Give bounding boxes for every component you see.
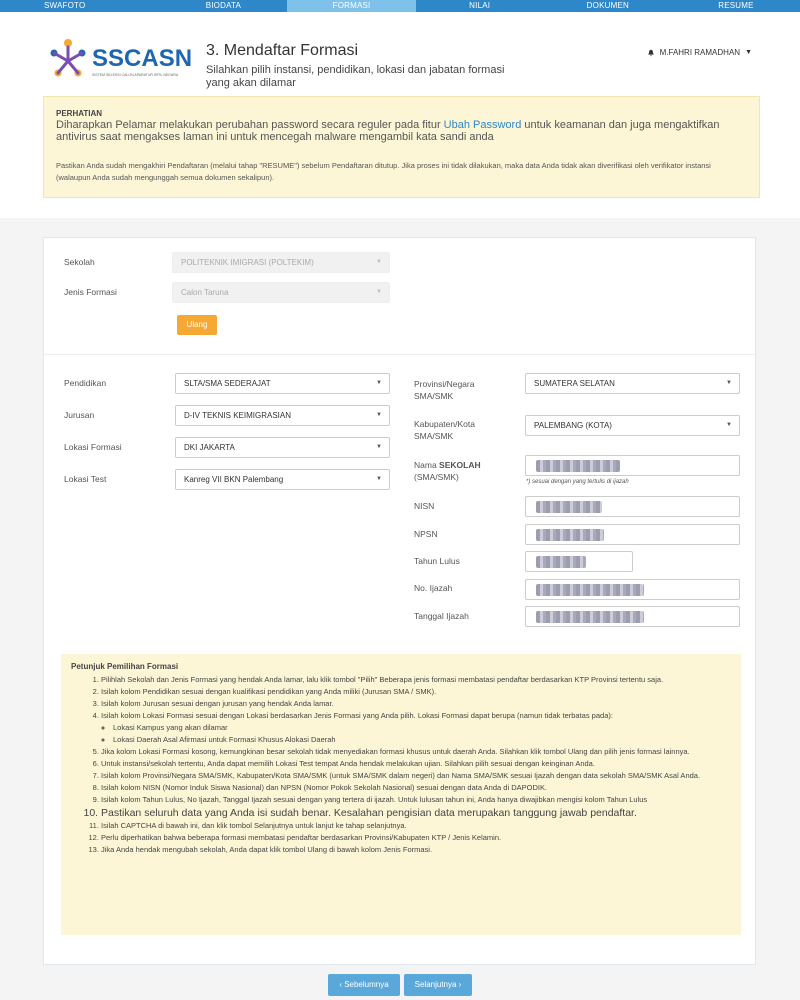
guide-subitem: ◦ Lokasi Kampus yang akan dilamar <box>113 722 731 734</box>
lokasi-formasi-select[interactable]: DKI JAKARTA ▼ <box>175 437 390 458</box>
redacted-value <box>536 611 644 623</box>
tab-resume[interactable]: RESUME <box>718 1 754 10</box>
tahun-lulus-label: Tahun Lulus <box>414 556 460 566</box>
next-button[interactable]: Selanjutnya › <box>404 974 472 996</box>
user-menu[interactable] <box>647 48 752 57</box>
chevron-down-icon: ▼ <box>376 380 382 386</box>
jurusan-select[interactable]: D-IV TEKNIS KEIMIGRASIAN ▼ <box>175 405 390 426</box>
logo-subtitle: SISTEM SELEKSI CALON APARATUR SIPIL NEGARA <box>92 73 179 77</box>
header <box>0 12 800 218</box>
divider <box>44 354 755 355</box>
no-ijazah-input[interactable] <box>525 579 740 600</box>
guide-item: 1. Pilihlah Sekolah dan Jenis Formasi yang hendak Anda lamar, lalu klik tombol "Pilih" Beberapa jenis formasi membatasi pendaftar berdasarkan KTP Provinsi tertentu saja. <box>101 674 731 686</box>
change-password-link[interactable]: Ubah Password <box>443 119 522 131</box>
caret-down-icon: ▼ <box>745 49 752 56</box>
prev-button[interactable]: ‹ Sebelumnya <box>328 974 400 996</box>
user-name: M.FAHRI RAMADHAN <box>659 48 741 57</box>
lokasi-test-select[interactable]: Kanreg VII BKN Palembang ▼ <box>175 469 390 490</box>
tab-nilai[interactable]: NILAI <box>469 1 491 10</box>
provinsi-label: Provinsi/Negara SMA/SMK <box>414 379 475 401</box>
notice-title: PERHATIAN <box>56 109 103 118</box>
notice-box <box>43 96 760 198</box>
logo-text: SSCASN <box>92 45 193 72</box>
logo-mark-icon <box>48 37 88 83</box>
tab-biodata[interactable]: BIODATA <box>205 1 242 10</box>
sekolah-label: Sekolah <box>64 257 95 267</box>
nama-sekolah-label: Nama SEKOLAH (SMA/SMK) <box>414 460 481 482</box>
chevron-down-icon: ▼ <box>376 476 382 482</box>
redacted-value <box>536 584 644 596</box>
guide-item: 2. Isilah kolom Pendidikan sesuai dengan kualifikasi pendidikan yang Anda miliki (Jurusan SMA / SMK). <box>101 686 731 698</box>
sscasn-logo <box>48 37 203 87</box>
tab-formasi[interactable]: FORMASI <box>287 0 415 12</box>
nisn-label: NISN <box>414 501 435 511</box>
guide-item: 3. Isilah kolom Jurusan sesuai dengan jurusan yang hendak Anda lamar. <box>101 698 731 710</box>
form-card <box>43 237 756 965</box>
guide-item: 7. Isilah kolom Provinsi/Negara SMA/SMK, Kabupaten/Kota SMA/SMK (untuk SMA/SMK dalam negeri) dan Nama SMA/SMK sesuai Ijazah dengan data sekolah SMA/SMK Asal Anda. <box>101 770 731 782</box>
tab-swafoto[interactable]: SWAFOTO <box>44 1 86 10</box>
notice-body: Diharapkan Pelamar melakukan perubahan password secara reguler pada fitur Ubah Password untuk keamanan dan juga mengaktifkan antivirus saat mengakses laman ini untuk mencegah malware mengambil kata sandi anda <box>56 119 720 143</box>
guide-list <box>101 674 731 856</box>
tanggal-ijazah-label: Tanggal Ijazah <box>414 611 469 621</box>
redacted-value <box>536 556 586 568</box>
chevron-down-icon: ▼ <box>376 444 382 450</box>
notice-note: Pastikan Anda sudah mengakhiri Pendaftaran (melalui tahap "RESUME") sebelum Pendaftaran ditutup. Jika proses ini tidak dilakukan, maka data Anda tidak akan diverifikasi oleh verifikator instansi (walaupun Anda sudah mengunggah semua dokumen sekalipun). <box>56 161 711 182</box>
chevron-down-icon: ▼ <box>376 412 382 418</box>
pendidikan-select[interactable]: SLTA/SMA SEDERAJAT ▼ <box>175 373 390 394</box>
npsn-label: NPSN <box>414 529 438 539</box>
chevron-down-icon: ▼ <box>726 422 732 428</box>
provinsi-select[interactable]: SUMATERA SELATAN ▼ <box>525 373 740 394</box>
chevron-down-icon: ▼ <box>376 289 382 295</box>
guide-item: 11. Isilah CAPTCHA di bawah ini, dan klik tombol Selanjutnya untuk lanjut ke tahap selanjutnya. <box>101 820 731 832</box>
page-subtitle: Silahkan pilih instansi, pendidikan, lokasi dan jabatan formasi yang akan dilamar <box>206 64 505 89</box>
top-nav <box>0 0 800 12</box>
pendidikan-label: Pendidikan <box>64 378 107 388</box>
tanggal-ijazah-input[interactable] <box>525 606 740 627</box>
guide-item: 6. Untuk instansi/sekolah tertentu, Anda dapat memilih Lokasi Test tempat Anda hendak melakukan ujian. Silahkan pilih sesuai dengan keinginan Anda. <box>101 758 731 770</box>
guide-item-important: 10. Pastikan seluruh data yang Anda isi sudah benar. Kesalahan pengisian data merupakan tanggung jawab pendaftar. <box>101 806 731 820</box>
guide-sublist <box>113 722 731 746</box>
nisn-input[interactable] <box>525 496 740 517</box>
jenis-formasi-label: Jenis Formasi <box>64 287 117 297</box>
redacted-value <box>536 501 602 513</box>
guide-item: 9. Isilah kolom Tahun Lulus, No Ijazah, Tanggal Ijazah sesuai dengan yang tertera di ijazah. Untuk lulusan tahun ini, Anda hanya diwajibkan mengisi kolom Tahun Lulus <box>101 794 731 806</box>
guide-box <box>61 654 741 935</box>
guide-title: Petunjuk Pemilihan Formasi <box>71 662 179 671</box>
tab-dokumen[interactable]: DOKUMEN <box>586 1 629 10</box>
lokasi-formasi-label: Lokasi Formasi <box>64 442 122 452</box>
npsn-input[interactable] <box>525 524 740 545</box>
chevron-down-icon: ▼ <box>376 259 382 265</box>
chevron-down-icon: ▼ <box>726 380 732 386</box>
nama-sekolah-hint: *) sesuai dengan yang tertulis di ijazah <box>526 479 629 485</box>
jenis-formasi-select[interactable]: Calon Taruna ▼ <box>172 282 390 303</box>
bell-icon <box>647 49 655 57</box>
ulang-button[interactable]: Ulang <box>177 315 217 335</box>
nama-sekolah-input[interactable] <box>525 455 740 476</box>
guide-item: 13. Jika Anda hendak mengubah sekolah, Anda dapat klik tombol Ulang di bawah kolom Jenis Formasi. <box>101 844 731 856</box>
sekolah-select[interactable]: POLITEKNIK IMIGRASI (POLTEKIM) ▼ <box>172 252 390 273</box>
lokasi-test-label: Lokasi Test <box>64 474 107 484</box>
jurusan-label: Jurusan <box>64 410 95 420</box>
redacted-value <box>536 460 620 472</box>
tahun-lulus-input[interactable] <box>525 551 633 572</box>
guide-subitem: ◦ Lokasi Daerah Asal Afirmasi untuk Formasi Khusus Alokasi Daerah <box>113 734 731 746</box>
guide-item: 4. Isilah kolom Lokasi Formasi sesuai dengan Lokasi berdasarkan Jenis Formasi yang Anda pilih. Lokasi Formasi dapat berupa (namun tidak terbatas pada): ◦ Lokasi Kampus yang akan dilamar ◦ Lokasi Daerah Asal Afirmasi untuk Formasi Khusus Alokasi Daerah <box>101 710 731 746</box>
redacted-value <box>536 529 604 541</box>
kabupaten-select[interactable]: PALEMBANG (KOTA) ▼ <box>525 415 740 436</box>
kabupaten-label: Kabupaten/Kota SMA/SMK <box>414 419 475 441</box>
guide-item: 5. Jika kolom Lokasi Formasi kosong, kemungkinan besar sekolah tidak menyediakan formasi khusus untuk daerah Anda. Silahkan klik tombol Ulang dan pilih jenis formasi lainnya. <box>101 746 731 758</box>
page-title: 3. Mendaftar Formasi <box>206 42 359 59</box>
guide-item: 8. Isilah kolom NISN (Nomor Induk Siswa Nasional) dan NPSN (Nomor Pokok Sekolah Nasional) sesuai dengan data Anda di DAPODIK. <box>101 782 731 794</box>
guide-item: 12. Perlu diperhatikan bahwa beberapa formasi membatasi pendaftar berdasarkan Provinsi/Kabupaten KTP / Jenis Kelamin. <box>101 832 731 844</box>
no-ijazah-label: No. Ijazah <box>414 583 453 593</box>
